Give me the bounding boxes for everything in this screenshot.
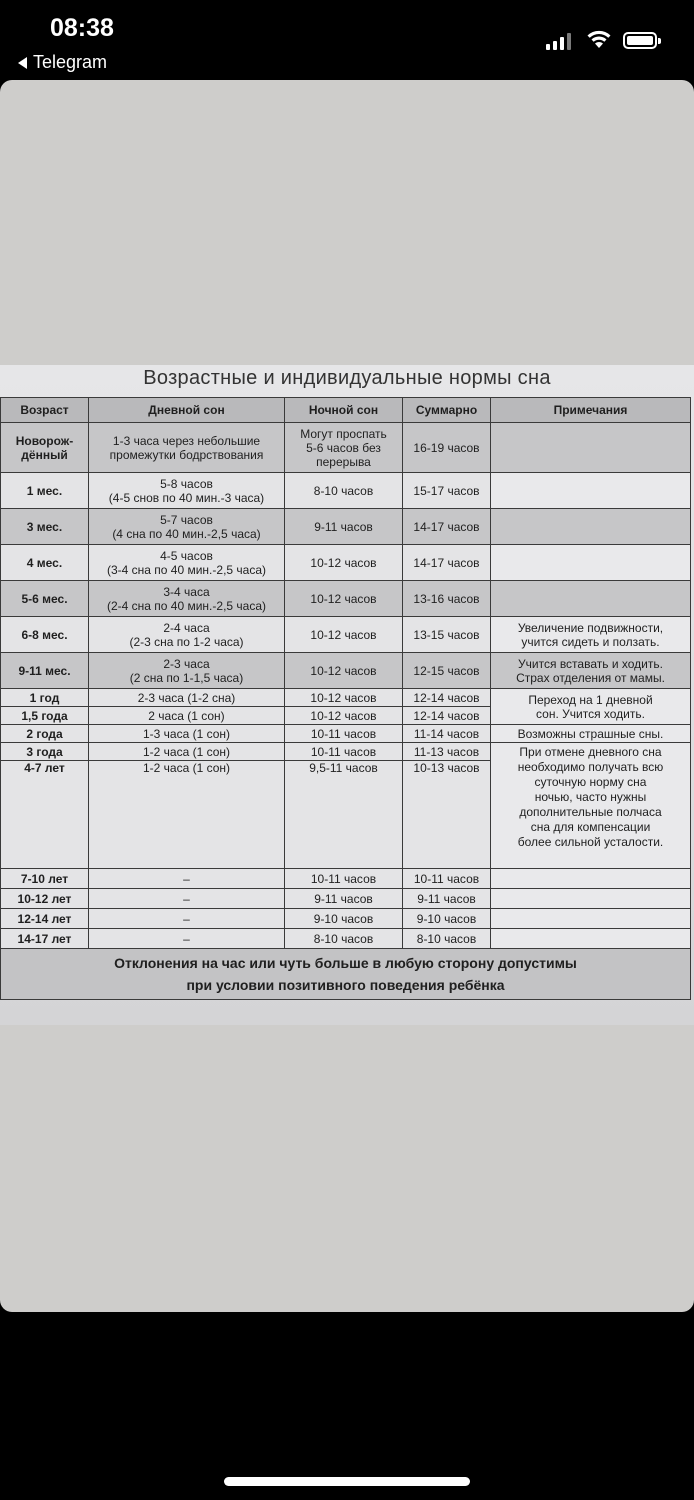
back-to-telegram-link[interactable] [18, 52, 107, 73]
note-cell [491, 889, 691, 909]
age-cell: 9-11 мес. [1, 653, 89, 689]
table-row [1, 889, 691, 909]
table-row [1, 689, 691, 707]
total-cell: 12-14 часов [403, 689, 491, 707]
day-sleep-cell: 5-8 часов (4-5 снов по 40 мин.-3 часа) [89, 473, 285, 509]
day-sleep-cell: 2-3 часа (1-2 сна) [89, 689, 285, 707]
note-cell: Учится вставать и ходить. Страх отделения от мамы. [491, 653, 691, 689]
table-footer-row [1, 949, 691, 1000]
age-cell: 3 мес. [1, 509, 89, 545]
header-notes: Примечания [491, 398, 691, 423]
night-sleep-cell: 10-11 часов [285, 725, 403, 743]
day-sleep-cell: – [89, 889, 285, 909]
table-row [1, 545, 691, 581]
header-day-sleep: Дневной сон [89, 398, 285, 423]
day-sleep-cell: 2-4 часа (2-3 сна по 1-2 часа) [89, 617, 285, 653]
note-cell-merged: Переход на 1 дневной сон. Учится ходить. [491, 689, 691, 725]
age-cell: 4-7 лет [1, 761, 89, 869]
table-row [1, 743, 691, 761]
table-row [1, 653, 691, 689]
table-header-row [1, 398, 691, 423]
age-cell: 5-6 мес. [1, 581, 89, 617]
table-row [1, 581, 691, 617]
day-sleep-cell: – [89, 869, 285, 889]
total-cell: 9-10 часов [403, 909, 491, 929]
back-label: Telegram [33, 52, 108, 72]
note-cell [491, 581, 691, 617]
note-cell [491, 509, 691, 545]
total-cell: 11-13 часов [403, 743, 491, 761]
day-sleep-cell: 2-3 часа (2 сна по 1-1,5 часа) [89, 653, 285, 689]
night-sleep-cell: 8-10 часов [285, 929, 403, 949]
sleep-norms-photo [0, 365, 694, 1025]
total-cell: 10-13 часов [403, 761, 491, 869]
header-total: Суммарно [403, 398, 491, 423]
total-cell: 11-14 часов [403, 725, 491, 743]
day-sleep-cell: 2 часа (1 сон) [89, 707, 285, 725]
footer-note: Отклонения на час или чуть больше в любую сторону допустимы при условии позитивного поведения ребёнка [1, 949, 691, 1000]
note-cell [491, 423, 691, 473]
table-row [1, 423, 691, 473]
status-bar [0, 0, 694, 80]
back-arrow-icon [18, 57, 27, 69]
night-sleep-cell: 9-11 часов [285, 889, 403, 909]
night-sleep-cell: 10-12 часов [285, 581, 403, 617]
note-cell [491, 929, 691, 949]
age-cell: 7-10 лет [1, 869, 89, 889]
note-cell [491, 545, 691, 581]
night-sleep-cell: 10-12 часов [285, 707, 403, 725]
total-cell: 15-17 часов [403, 473, 491, 509]
sleep-norms-table [0, 397, 691, 1000]
note-cell [491, 473, 691, 509]
note-cell [491, 909, 691, 929]
header-age: Возраст [1, 398, 89, 423]
battery-icon [623, 32, 657, 49]
day-sleep-cell: 5-7 часов (4 сна по 40 мин.-2,5 часа) [89, 509, 285, 545]
night-sleep-cell: 9-10 часов [285, 909, 403, 929]
age-cell: 1 мес. [1, 473, 89, 509]
table-row [1, 725, 691, 743]
table-row [1, 869, 691, 889]
day-sleep-cell: 4-5 часов (3-4 сна по 40 мин.-2,5 часа) [89, 545, 285, 581]
day-sleep-cell: – [89, 909, 285, 929]
night-sleep-cell: Могут проспать 5-6 часов без перерыва [285, 423, 403, 473]
night-sleep-cell: 8-10 часов [285, 473, 403, 509]
age-cell: 3 года [1, 743, 89, 761]
table-row [1, 929, 691, 949]
table-row [1, 617, 691, 653]
total-cell: 12-14 часов [403, 707, 491, 725]
day-sleep-cell: 1-2 часа (1 сон) [89, 761, 285, 869]
night-sleep-cell: 10-11 часов [285, 743, 403, 761]
total-cell: 10-11 часов [403, 869, 491, 889]
age-cell: 1,5 года [1, 707, 89, 725]
note-cell: Возможны страшные сны. [491, 725, 691, 743]
night-sleep-cell: 10-11 часов [285, 869, 403, 889]
header-night-sleep: Ночной сон [285, 398, 403, 423]
total-cell: 16-19 часов [403, 423, 491, 473]
night-sleep-cell: 9,5-11 часов [285, 761, 403, 869]
age-cell: 6-8 мес. [1, 617, 89, 653]
note-cell [491, 869, 691, 889]
total-cell: 9-11 часов [403, 889, 491, 909]
home-indicator[interactable] [224, 1477, 470, 1486]
day-sleep-cell: 1-2 часа (1 сон) [89, 743, 285, 761]
day-sleep-cell: 1-3 часа через небольшие промежутки бодрствования [89, 423, 285, 473]
total-cell: 13-15 часов [403, 617, 491, 653]
table-row [1, 473, 691, 509]
age-cell: 1 год [1, 689, 89, 707]
cellular-signal-icon [546, 30, 571, 50]
night-sleep-cell: 10-12 часов [285, 545, 403, 581]
age-cell: 4 мес. [1, 545, 89, 581]
note-cell-merged: При отмене дневного сна необходимо получать всю суточную норму сна ночью, часто нужны дополнительные полчаса сна для компенсации более сильной усталости. [491, 743, 691, 869]
age-cell: 2 года [1, 725, 89, 743]
total-cell: 8-10 часов [403, 929, 491, 949]
total-cell: 14-17 часов [403, 545, 491, 581]
table-row [1, 909, 691, 929]
note-cell: Увеличение подвижности, учится сидеть и ползать. [491, 617, 691, 653]
age-cell: 12-14 лет [1, 909, 89, 929]
day-sleep-cell: 3-4 часа (2-4 сна по 40 мин.-2,5 часа) [89, 581, 285, 617]
age-cell: Новорож- дённый [1, 423, 89, 473]
document-title: Возрастные и индивидуальные нормы сна [143, 367, 551, 389]
table-row [1, 509, 691, 545]
night-sleep-cell: 10-12 часов [285, 689, 403, 707]
total-cell: 12-15 часов [403, 653, 491, 689]
night-sleep-cell: 10-12 часов [285, 653, 403, 689]
total-cell: 14-17 часов [403, 509, 491, 545]
night-sleep-cell: 9-11 часов [285, 509, 403, 545]
day-sleep-cell: – [89, 929, 285, 949]
age-cell: 14-17 лет [1, 929, 89, 949]
night-sleep-cell: 10-12 часов [285, 617, 403, 653]
clock: 08:38 [50, 14, 114, 42]
day-sleep-cell: 1-3 часа (1 сон) [89, 725, 285, 743]
age-cell: 10-12 лет [1, 889, 89, 909]
photo-viewer[interactable] [0, 80, 694, 1312]
total-cell: 13-16 часов [403, 581, 491, 617]
wifi-icon [586, 28, 612, 50]
